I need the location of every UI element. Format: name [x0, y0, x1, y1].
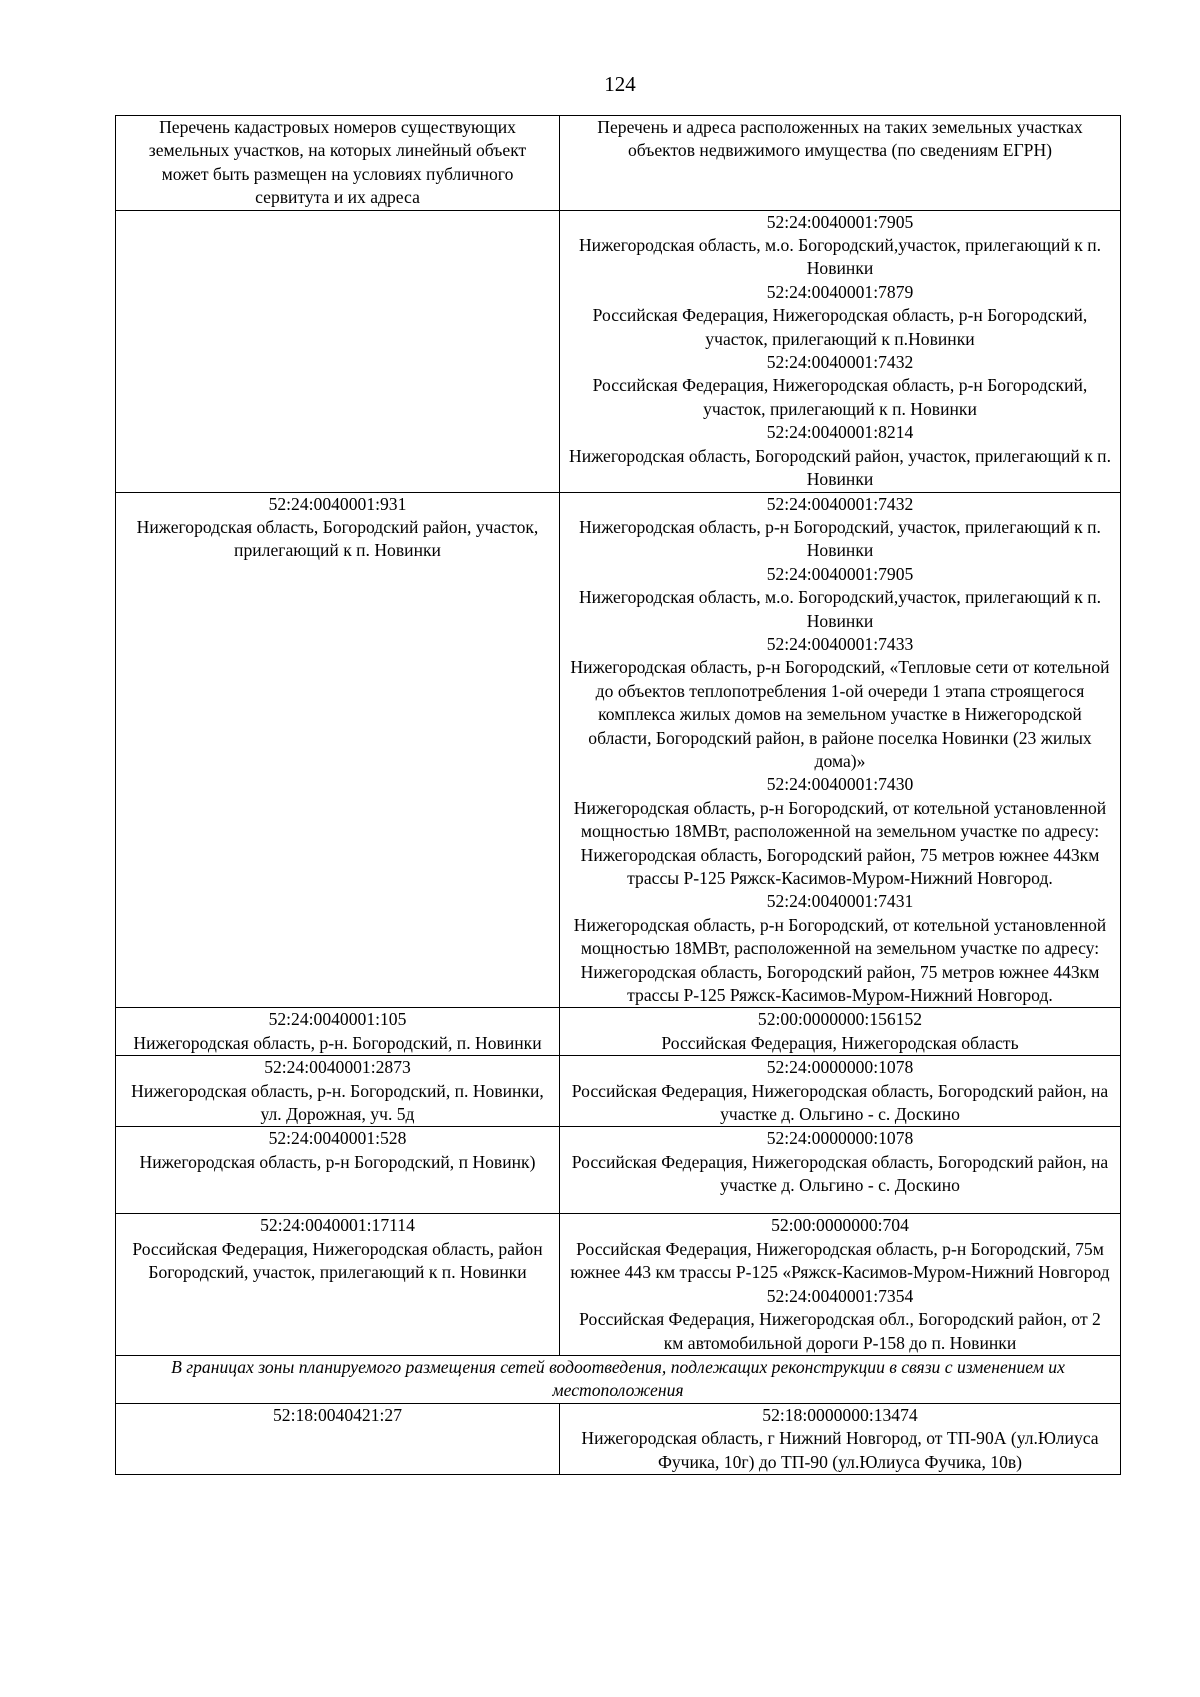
- cadastral-number: 52:24:0040001:7431: [766, 891, 914, 912]
- property-address: Нижегородская область, р-н. Богородский, п. Новинки, ул. Дорожная, уч. 5д: [131, 1080, 544, 1125]
- property-address: Нижегородская область, р-н Богородский, п Новинк): [139, 1151, 536, 1172]
- header-col-objects: Перечень и адреса расположенных на таких земельных участках объектов недвижимого имущества (по сведениям ЕГРН): [560, 116, 1121, 211]
- property-address: Российская Федерация, Нижегородская область: [661, 1032, 1019, 1053]
- objects-cell: [560, 1403, 1121, 1474]
- parcel-cell: [116, 210, 560, 492]
- property-address: Российская Федерация, Нижегородская обл., Богородский район, от 2 км автомобильной дороги Р-158 до п. Новинки: [579, 1309, 1101, 1353]
- objects-cell: [560, 1056, 1121, 1127]
- cadastral-number: 52:24:0040001:105: [268, 1009, 407, 1030]
- header-col-parcels: Перечень кадастровых номеров существующих земельных участков, на которых линейный объект может быть размещен на условиях публичного сервитута и их адреса: [116, 116, 560, 211]
- section-note: В границах зоны планируемого размещения сетей водоотведения, подлежащих реконструкции в связи с изменением их местоположения: [116, 1355, 1121, 1403]
- property-address: Российская Федерация, Нижегородская область, Богородский район, на участке д. Ольгино - с. Доскино: [571, 1080, 1109, 1125]
- cadastral-number: 52:00:0000000:704: [771, 1215, 909, 1236]
- property-address: Нижегородская область, г Нижний Новгород, от ТП-90А (ул.Юлиуса Фучика, 10г) до ТП-90 (ул.Юлиуса Фучика, 10в): [581, 1428, 1099, 1472]
- property-address: Нижегородская область, р-н Богородский, «Тепловые сети от котельной до объектов теплопотребления 1-ой очереди 1 этапа строящегося комплекса жилых домов на земельном участке в Нижегородской области, Богородский район, в районе поселка Новинки (23 жилых дома)»: [570, 657, 1110, 771]
- cadastral-number: 52:00:0000000:156152: [757, 1009, 923, 1030]
- parcel-cell: [116, 492, 560, 1008]
- cadastral-number: 52:24:0000000:1078: [766, 1057, 914, 1078]
- cadastral-number: 52:24:0040001:7430: [766, 774, 914, 795]
- property-address: Нижегородская область, р-н. Богородский, п. Новинки: [133, 1032, 542, 1053]
- cadastral-number: 52:24:0040001:931: [268, 493, 407, 514]
- table-row: [116, 210, 1121, 492]
- table-row: [116, 492, 1121, 1008]
- property-address: Российская Федерация, Нижегородская область, р-н Богородский, участок, прилегающий к п.Новинки: [592, 305, 1088, 349]
- property-address: Российская Федерация, Нижегородская область, Богородский район, на участке д. Ольгино - с. Доскино: [571, 1151, 1109, 1196]
- table-row: [116, 1214, 1121, 1355]
- cadastral-number: 52:24:0040001:7432: [766, 493, 914, 514]
- cadastral-number: 52:24:0040001:528: [268, 1128, 407, 1149]
- parcel-cell: [116, 1127, 560, 1214]
- property-address: Нижегородская область, Богородский район, участок, прилегающий к п. Новинки: [136, 516, 539, 561]
- objects-cell: [560, 1008, 1121, 1056]
- cadastral-number: 52:24:0040001:7354: [766, 1285, 914, 1306]
- property-address: Российская Федерация, Нижегородская область, р-н Богородский, 75м южнее 443 км трассы Р-125 «Ряжск-Касимов-Муром-Нижний Новгород: [570, 1238, 1110, 1283]
- property-address: Российская Федерация, Нижегородская область, р-н Богородский, участок, прилегающий к п. Новинки: [592, 375, 1088, 419]
- cadastral-number: 52:24:0040001:8214: [766, 422, 914, 443]
- property-address: Нижегородская область, р-н Богородский, от котельной установленной мощностью 18МВт, расположенной на земельном участке по адресу: Нижегородская область, Богородский район, 75 метров южнее 443км трассы Р-125 Ряжск-Касимов-Муром-Нижний Новгород.: [573, 914, 1107, 1006]
- table-row: [116, 1008, 1121, 1056]
- cadastral-number: 52:24:0040001:7432: [766, 352, 914, 373]
- table-header-row: [116, 116, 1121, 211]
- page-number: 124: [604, 72, 636, 96]
- table-row: [116, 1127, 1121, 1214]
- cadastral-number: 52:24:0040001:17114: [260, 1215, 415, 1236]
- table-row: [116, 1056, 1121, 1127]
- parcel-cell: [116, 1214, 560, 1355]
- cadastral-number: 52:24:0040001:7433: [766, 633, 914, 654]
- parcel-cell: [116, 1008, 560, 1056]
- cadastral-number: 52:24:0040001:2873: [264, 1057, 411, 1078]
- cadastral-number: 52:24:0040001:7905: [766, 563, 914, 584]
- property-address: Российская Федерация, Нижегородская область, район Богородский, участок, прилегающий к п. Новинки: [132, 1238, 543, 1283]
- cadastral-number: 52:24:0040001:7905: [766, 211, 914, 232]
- cadastral-number: 52:24:0000000:1078: [766, 1128, 914, 1149]
- property-address: Нижегородская область, Богородский район, участок, прилегающий к п. Новинки: [569, 445, 1111, 490]
- property-address: Нижегородская область, р-н Богородский, от котельной установленной мощностью 18МВт, расположенной на земельном участке по адресу: Нижегородская область, Богородский район, 75 метров южнее 443км трассы Р-125 Ряжск-Касимов-Муром-Нижний Новгород.: [573, 797, 1107, 888]
- property-address: Нижегородская область, м.о. Богородский,участок, прилегающий к п. Новинки: [578, 587, 1102, 631]
- cadastral-number: 52:18:0040421:27: [272, 1404, 403, 1425]
- property-address: Нижегородская область, р-н Богородский, участок, прилегающий к п. Новинки: [579, 516, 1101, 561]
- parcel-cell: [116, 1403, 560, 1474]
- table-row: [116, 1403, 1121, 1474]
- objects-cell: [560, 1214, 1121, 1355]
- objects-cell: [560, 1127, 1121, 1214]
- section-note-row: [116, 1355, 1121, 1403]
- cadastral-table: [115, 115, 1121, 1475]
- cadastral-number: 52:18:0000000:13474: [762, 1404, 918, 1425]
- objects-cell: [560, 492, 1121, 1008]
- parcel-cell: [116, 1056, 560, 1127]
- cadastral-number: 52:24:0040001:7879: [766, 281, 914, 302]
- objects-cell: [560, 210, 1121, 492]
- property-address: Нижегородская область, м.о. Богородский,участок, прилегающий к п. Новинки: [578, 235, 1102, 279]
